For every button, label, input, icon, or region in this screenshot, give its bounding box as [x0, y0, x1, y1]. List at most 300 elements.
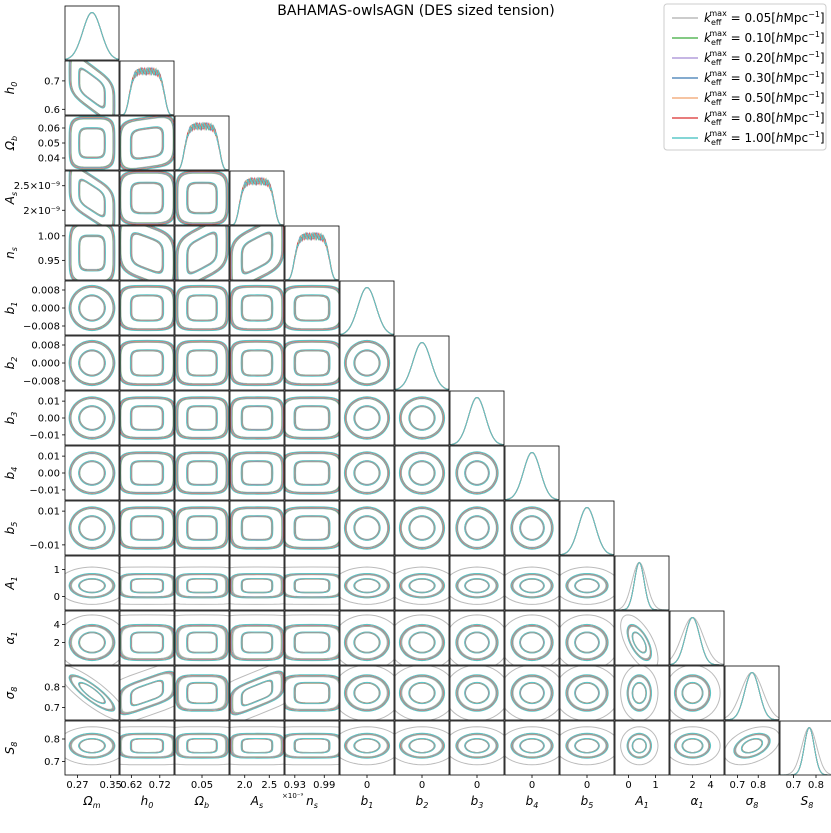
- contour-12-4-5-1: [282, 675, 343, 711]
- contour-11-4-5-0: [294, 632, 329, 653]
- panel-6-6: [395, 336, 449, 390]
- contour-11-10-1-1: [628, 626, 651, 660]
- marginal-α_1-6: [670, 618, 724, 666]
- panel-7-3: [230, 391, 284, 445]
- contour-4-0-3-1: [70, 224, 114, 283]
- contour-11-10-0-0: [628, 626, 650, 658]
- contour-7-4-0-1: [284, 399, 340, 438]
- panel-frame: [175, 666, 229, 720]
- contour-12-4-1-0: [295, 683, 328, 703]
- contour-13-2-4-1: [176, 734, 227, 758]
- contour-13-11-6-1: [674, 733, 710, 758]
- contour-11-9-6-1: [566, 624, 608, 660]
- contour-9-1-3-0: [131, 516, 163, 540]
- contour-5-2-5-0: [187, 295, 217, 321]
- y-tick-label: −0.01: [29, 540, 60, 552]
- contour-9-7-1-1: [457, 508, 496, 547]
- contour-10-0-0-1: [57, 567, 127, 604]
- y-tick-label: −0.01: [29, 485, 60, 497]
- marginal-b_1-0: [340, 288, 394, 335]
- contour-5-3-0-1: [232, 287, 282, 328]
- marginal-Ω_m-6: [65, 13, 119, 60]
- x-tick-label: 0.8: [750, 780, 767, 791]
- panel-2-1: [119, 115, 176, 171]
- legend-entry-0: $k_{eff}\max$ = 0.05[hMpc$^{-1}$]: [704, 9, 825, 27]
- contour-5-1-6-1: [119, 285, 176, 330]
- panel-frame: [120, 116, 174, 170]
- contour-2-0-0-1: [71, 119, 113, 167]
- contour-6-4-1-0: [295, 351, 328, 375]
- contour-4-0-4-0: [79, 236, 105, 271]
- panel-10-0: [3, 556, 127, 610]
- y-tick-label: 4: [53, 620, 60, 631]
- contour-11-3-1-0: [242, 633, 271, 653]
- y-tick-label: 0.01: [37, 396, 60, 408]
- contour-8-5-0-1: [346, 454, 387, 493]
- contour-4-3-1-0: [242, 234, 271, 273]
- x-axis-label-σ_8: $\sigma_8$: [745, 794, 759, 810]
- contour-4-2-1-0: [188, 234, 217, 273]
- contour-8-4-0-1: [284, 454, 340, 493]
- contour-4-3-1-1: [232, 220, 282, 287]
- contour-8-2-0-1: [178, 454, 226, 493]
- x-tick-label: 0.62: [120, 780, 143, 791]
- panel-9-9: [560, 501, 614, 555]
- contour-12-5-6-0: [354, 682, 380, 703]
- contour-4-0-3-0: [79, 236, 105, 270]
- panel-9-0: [3, 501, 119, 555]
- contour-12-0-0-1: [57, 665, 127, 721]
- panel-frame: [175, 171, 229, 225]
- contour-9-2-3-1: [177, 508, 227, 549]
- contour-10-1-3-0: [131, 579, 163, 593]
- contour-9-3-3-1: [231, 508, 283, 549]
- contour-9-2-4-1: [176, 507, 227, 548]
- panel-frame: [340, 666, 394, 720]
- contour-13-7-6-1: [456, 733, 498, 758]
- contour-9-6-5-1: [400, 507, 444, 549]
- contour-2-1-2-1: [120, 117, 174, 169]
- contour-6-2-6-0: [187, 350, 218, 376]
- contour-2-0-6-1: [69, 117, 115, 170]
- contour-6-5-5-1: [345, 341, 389, 385]
- contour-9-4-2-0: [295, 516, 329, 539]
- contour-11-1-2-0: [131, 633, 162, 653]
- contour-11-0-4-1: [70, 625, 115, 660]
- contour-9-7-2-1: [457, 508, 497, 548]
- x-offset-label: ×10⁻⁹: [282, 792, 304, 800]
- contour-11-3-4-1: [231, 625, 284, 660]
- contour-7-1-3-1: [120, 398, 175, 439]
- contour-2-0-4-1: [70, 117, 115, 168]
- panel-8-3: [230, 446, 284, 500]
- contour-11-3-0-0: [233, 626, 281, 658]
- contour-12-4-6-1: [281, 675, 343, 711]
- contour-8-2-1-0: [188, 462, 217, 485]
- contour-13-3-6-0: [241, 739, 273, 754]
- contour-13-12-6-0: [741, 739, 762, 754]
- contour-10-3-1-1: [232, 574, 282, 597]
- panel-12-8: [500, 665, 565, 721]
- contour-5-1-1-0: [132, 296, 163, 320]
- marginal-n_s-5: [285, 234, 339, 281]
- panel-12-0: [3, 665, 127, 721]
- contour-4-3-0-1: [232, 220, 282, 286]
- y-axis-label-n_s: $n_s$: [3, 247, 19, 259]
- panel-9-1: [119, 501, 176, 555]
- contour-11-6-0-1: [387, 615, 456, 670]
- panel-13-6: [387, 721, 456, 810]
- y-tick-label: 0.008: [31, 285, 60, 297]
- contour-9-3-1-1: [232, 508, 282, 547]
- contour-10-5-6-0: [354, 579, 380, 593]
- marginal-A_s-6: [230, 179, 284, 226]
- contour-5-3-6-0: [241, 295, 273, 321]
- contour-7-2-6-1: [176, 397, 229, 439]
- contour-5-2-3-1: [177, 286, 227, 329]
- contour-12-2-6-0: [187, 682, 218, 703]
- contour-9-4-5-1: [282, 507, 343, 549]
- contour-6-3-0-1: [232, 342, 282, 383]
- panel-13-8: [500, 721, 565, 810]
- marginal-Ω_b-0: [175, 124, 229, 171]
- y-tick-label: −0.01: [29, 430, 60, 442]
- contour-4-0-1-0: [80, 236, 105, 269]
- panel-13-7: [445, 721, 510, 810]
- contour-7-4-1-1: [283, 398, 340, 437]
- contour-4-0-1-1: [71, 224, 114, 281]
- contour-12-10-0-1: [621, 665, 658, 721]
- contour-5-1-4-0: [131, 295, 163, 321]
- panel-frame: [560, 501, 614, 555]
- contour-10-3-5-0: [241, 579, 272, 593]
- panel-frame: [395, 336, 449, 390]
- contour-9-5-0-1: [346, 509, 387, 548]
- contour-4-1-2-0: [131, 234, 162, 272]
- contour-5-1-4-1: [119, 286, 174, 330]
- panel-7-5: [340, 391, 394, 445]
- contour-13-4-5-0: [294, 739, 329, 753]
- contour-9-2-6-0: [187, 516, 218, 541]
- contour-12-4-2-0: [295, 683, 329, 703]
- contour-6-4-6-1: [281, 340, 343, 385]
- contour-3-0-6-0: [79, 179, 106, 217]
- contour-13-12-6-1: [734, 733, 770, 758]
- contour-8-7-6-0: [465, 461, 490, 486]
- contour-13-9-0-1: [555, 727, 620, 765]
- marginal-b_2-3: [395, 343, 449, 390]
- contour-7-4-3-0: [295, 406, 329, 430]
- panel-13-9: [555, 721, 620, 810]
- contour-3-2-0-0: [188, 184, 216, 213]
- panel-frame: [65, 61, 119, 115]
- contour-6-2-3-1: [177, 341, 227, 384]
- contour-12-0-2-1: [70, 676, 113, 710]
- contour-9-1-2-1: [120, 508, 174, 548]
- contour-6-3-2-0: [242, 351, 272, 376]
- contour-6-0-6-1: [69, 340, 115, 385]
- contour-13-3-3-1: [231, 734, 283, 758]
- contour-7-6-0-1: [401, 399, 442, 438]
- panel-11-5: [332, 611, 401, 670]
- contour-5-2-4-0: [187, 295, 217, 321]
- contour-13-6-6-0: [409, 739, 435, 754]
- contour-2-0-3-1: [70, 118, 114, 168]
- contour-4-0-2-1: [70, 224, 113, 282]
- contour-9-6-6-1: [399, 507, 444, 549]
- contour-7-3-0-0: [243, 407, 272, 430]
- panel-7-2: [175, 391, 229, 445]
- contour-9-4-0-0: [296, 517, 329, 540]
- contour-13-2-1-1: [178, 734, 227, 757]
- y-axis-label-b_3: $b_3$: [3, 411, 19, 425]
- contour-10-2-5-0: [187, 579, 217, 593]
- contour-6-0-6-0: [79, 350, 106, 376]
- contour-12-8-6-0: [520, 682, 545, 703]
- contour-5-4-1-0: [295, 296, 328, 320]
- contour-5-2-2-0: [188, 296, 217, 321]
- contour-8-1-1-0: [132, 462, 163, 485]
- contour-4-0-4-1: [70, 223, 115, 283]
- contour-4-0-2-0: [79, 236, 104, 270]
- panel-frame: [120, 171, 174, 225]
- contour-8-1-1-1: [121, 453, 174, 492]
- contour-2-1-2-0: [131, 128, 162, 159]
- contour-9-2-5-0: [187, 516, 217, 540]
- contour-9-3-1-0: [242, 517, 271, 540]
- contour-9-2-4-0: [187, 516, 217, 540]
- marginal-b_5-6: [560, 508, 614, 555]
- contour-7-4-4-0: [295, 406, 330, 430]
- contour-9-4-6-1: [281, 507, 343, 549]
- contour-9-1-2-0: [131, 516, 162, 539]
- panel-frame: [285, 336, 339, 390]
- contour-10-4-0-0: [285, 575, 340, 597]
- legend-entry-3: $k_{eff}\max$ = 0.30[hMpc$^{-1}$]: [704, 69, 825, 87]
- contour-11-1-1-1: [121, 626, 174, 660]
- contour-4-3-4-1: [231, 218, 284, 288]
- contour-10-7-0-0: [458, 575, 496, 597]
- panel-8-6: [395, 446, 449, 500]
- contour-9-5-2-1: [346, 508, 389, 548]
- panel-4-3: [230, 217, 284, 289]
- panel-8-5: [340, 446, 394, 500]
- contour-13-8-0-1: [500, 727, 565, 765]
- y-axis-label-b_4: $b_4$: [3, 466, 19, 480]
- x-tick-label: 0.7: [729, 780, 746, 791]
- marginal-S_8-0: [780, 728, 831, 775]
- contour-10-1-1-0: [132, 579, 163, 592]
- marginal-b_2-2: [395, 343, 449, 390]
- contour-8-4-0-0: [296, 462, 329, 485]
- panel-10-9: [555, 556, 620, 610]
- contour-3-1-2-1: [120, 173, 174, 224]
- contour-13-2-5-0: [187, 739, 217, 753]
- contour-6-4-1-1: [283, 342, 340, 384]
- marginal-Ω_m-5: [65, 13, 119, 60]
- contour-5-4-4-0: [295, 295, 330, 321]
- contour-10-3-5-1: [230, 574, 283, 598]
- panel-frame: [615, 556, 669, 610]
- contour-7-2-5-1: [176, 397, 228, 439]
- contour-2-0-4-0: [79, 128, 105, 158]
- contour-8-4-4-0: [295, 461, 330, 485]
- contour-7-1-2-1: [120, 398, 174, 438]
- contour-9-8-6-0: [520, 516, 545, 541]
- contour-5-1-5-1: [119, 286, 175, 330]
- contour-5-4-0-0: [296, 296, 329, 320]
- contour-5-2-6-0: [187, 295, 218, 321]
- contour-10-9-6-1: [566, 574, 608, 598]
- contour-10-3-3-0: [242, 579, 272, 593]
- y-axis-label-α_1: $\alpha_1$: [3, 631, 19, 645]
- contour-10-1-5-0: [131, 579, 164, 593]
- contour-11-6-5-1: [400, 625, 444, 661]
- panel-5-1: [119, 281, 176, 335]
- contour-7-2-4-0: [187, 406, 217, 430]
- contour-12-11-0-0: [676, 677, 708, 710]
- contour-2-1-1-0: [132, 128, 163, 158]
- contour-10-7-0-1: [445, 567, 510, 604]
- contour-11-2-6-0: [187, 632, 218, 653]
- contour-13-1-4-1: [119, 734, 174, 758]
- contour-5-1-5-0: [131, 295, 164, 321]
- y-tick-label: 1: [53, 565, 60, 576]
- contour-4-1-1-0: [132, 234, 163, 272]
- contour-10-5-0-1: [332, 567, 401, 604]
- legend-entry-1: $k_{eff}\max$ = 0.10[hMpc$^{-1}$]: [704, 29, 825, 47]
- contour-5-4-5-1: [282, 286, 343, 330]
- contour-13-1-1-0: [132, 739, 163, 753]
- contour-7-6-5-1: [400, 397, 444, 439]
- contour-7-1-6-0: [130, 406, 163, 431]
- contour-12-2-0-0: [179, 677, 226, 710]
- contour-8-6-6-0: [409, 461, 435, 486]
- marginal-n_s-1: [285, 234, 339, 281]
- contour-11-3-6-1: [230, 624, 284, 660]
- contour-10-1-0-0: [122, 575, 173, 597]
- contour-5-3-0-0: [243, 296, 272, 320]
- contour-10-9-6-0: [575, 579, 600, 593]
- panel-5-3: [230, 281, 284, 335]
- contour-7-1-5-0: [131, 406, 164, 430]
- contour-6-2-0-0: [188, 351, 216, 375]
- contour-10-4-5-1: [282, 574, 343, 598]
- contour-12-11-6-0: [682, 682, 703, 703]
- panel-12-11: [665, 665, 724, 721]
- x-axis-label-A_1: $A_1$: [635, 794, 649, 810]
- contour-7-5-6-0: [354, 406, 380, 431]
- contour-9-1-3-1: [120, 508, 175, 549]
- marginal-σ_8-6: [725, 673, 779, 721]
- contour-13-5-0-1: [332, 727, 401, 765]
- contour-9-4-1-1: [283, 508, 340, 547]
- contour-6-2-2-0: [188, 351, 217, 376]
- y-axis-label-b_5: $b_5$: [3, 521, 19, 535]
- contour-11-4-6-1: [281, 624, 343, 660]
- contour-7-2-5-0: [187, 406, 217, 430]
- contour-10-4-1-0: [295, 579, 328, 592]
- contour-8-3-4-0: [242, 461, 273, 485]
- contour-6-3-3-1: [231, 341, 283, 384]
- contour-6-1-6-0: [130, 350, 163, 376]
- panel-12-10: [615, 665, 669, 721]
- x-tick-label: 0: [418, 780, 426, 791]
- contour-4-1-3-0: [131, 234, 163, 273]
- y-tick-label: 0.000: [31, 358, 60, 370]
- marginal-b_1-6: [340, 288, 394, 335]
- panel-13-12: [724, 721, 780, 810]
- contour-7-0-1-1: [71, 398, 114, 437]
- contour-8-3-1-1: [232, 453, 282, 492]
- contour-10-3-4-0: [242, 579, 273, 593]
- contour-3-1-0-1: [121, 173, 173, 223]
- contour-13-4-1-0: [295, 739, 328, 753]
- contour-8-6-2-1: [401, 453, 444, 493]
- contour-12-6-0-1: [387, 665, 456, 721]
- contour-13-2-6-0: [187, 739, 218, 754]
- contour-10-4-4-0: [295, 579, 330, 593]
- y-tick-label: 0.7: [44, 76, 60, 88]
- contour-6-1-4-1: [119, 341, 174, 385]
- marginal-b_5-5: [560, 508, 614, 555]
- contour-6-3-3-0: [242, 350, 272, 375]
- contour-8-3-2-0: [242, 461, 272, 484]
- contour-12-2-3-0: [187, 683, 216, 703]
- x-tick-label: 0.99: [313, 780, 336, 791]
- contour-2-1-3-0: [131, 128, 163, 159]
- panel-frame: [395, 556, 449, 610]
- contour-11-3-3-0: [242, 632, 272, 652]
- contour-4-1-6-0: [130, 233, 163, 274]
- x-axis-label-b_2: $b_2$: [415, 794, 429, 810]
- contour-6-2-4-1: [176, 341, 227, 385]
- panel-frame: [505, 446, 559, 500]
- contour-12-2-1-1: [178, 676, 227, 710]
- contour-8-2-0-0: [188, 462, 216, 485]
- x-tick-label: 0.35: [99, 780, 122, 791]
- contour-13-10-6-1: [627, 733, 651, 758]
- contour-4-0-6-1: [69, 222, 115, 284]
- contour-4-3-3-0: [242, 233, 272, 273]
- marginal-Ω_b-3: [175, 124, 229, 170]
- contour-7-0-6-1: [69, 397, 115, 439]
- y-tick-label: 0.00: [37, 468, 60, 480]
- contour-13-12-0-0: [736, 735, 769, 757]
- contour-10-7-6-1: [456, 574, 498, 598]
- panel-3-3: [230, 171, 284, 225]
- x-axis-label-b_4: $b_4$: [525, 794, 539, 810]
- panel-3-0: [3, 166, 119, 231]
- contour-11-6-6-1: [399, 624, 444, 660]
- contour-11-2-5-1: [176, 625, 228, 661]
- contour-10-0-6-1: [69, 574, 115, 598]
- y-tick-label: 0.95: [37, 255, 60, 267]
- y-tick-label: 2: [53, 638, 60, 649]
- contour-6-4-5-0: [294, 350, 329, 376]
- contour-10-3-2-0: [242, 579, 272, 592]
- y-tick-label: 0.05: [37, 138, 60, 150]
- contour-7-4-1-0: [295, 407, 328, 430]
- contour-13-8-6-0: [520, 739, 545, 754]
- y-axis-label-σ_8: $\sigma_8$: [3, 686, 19, 700]
- x-axis-label-n_s: $n_s$: [306, 794, 318, 810]
- contour-12-0-4-0: [79, 683, 105, 704]
- contour-9-1-6-1: [119, 507, 176, 549]
- contour-11-4-4-0: [295, 632, 330, 652]
- contour-13-12-3-0: [742, 739, 762, 753]
- contour-6-2-1-0: [188, 351, 217, 375]
